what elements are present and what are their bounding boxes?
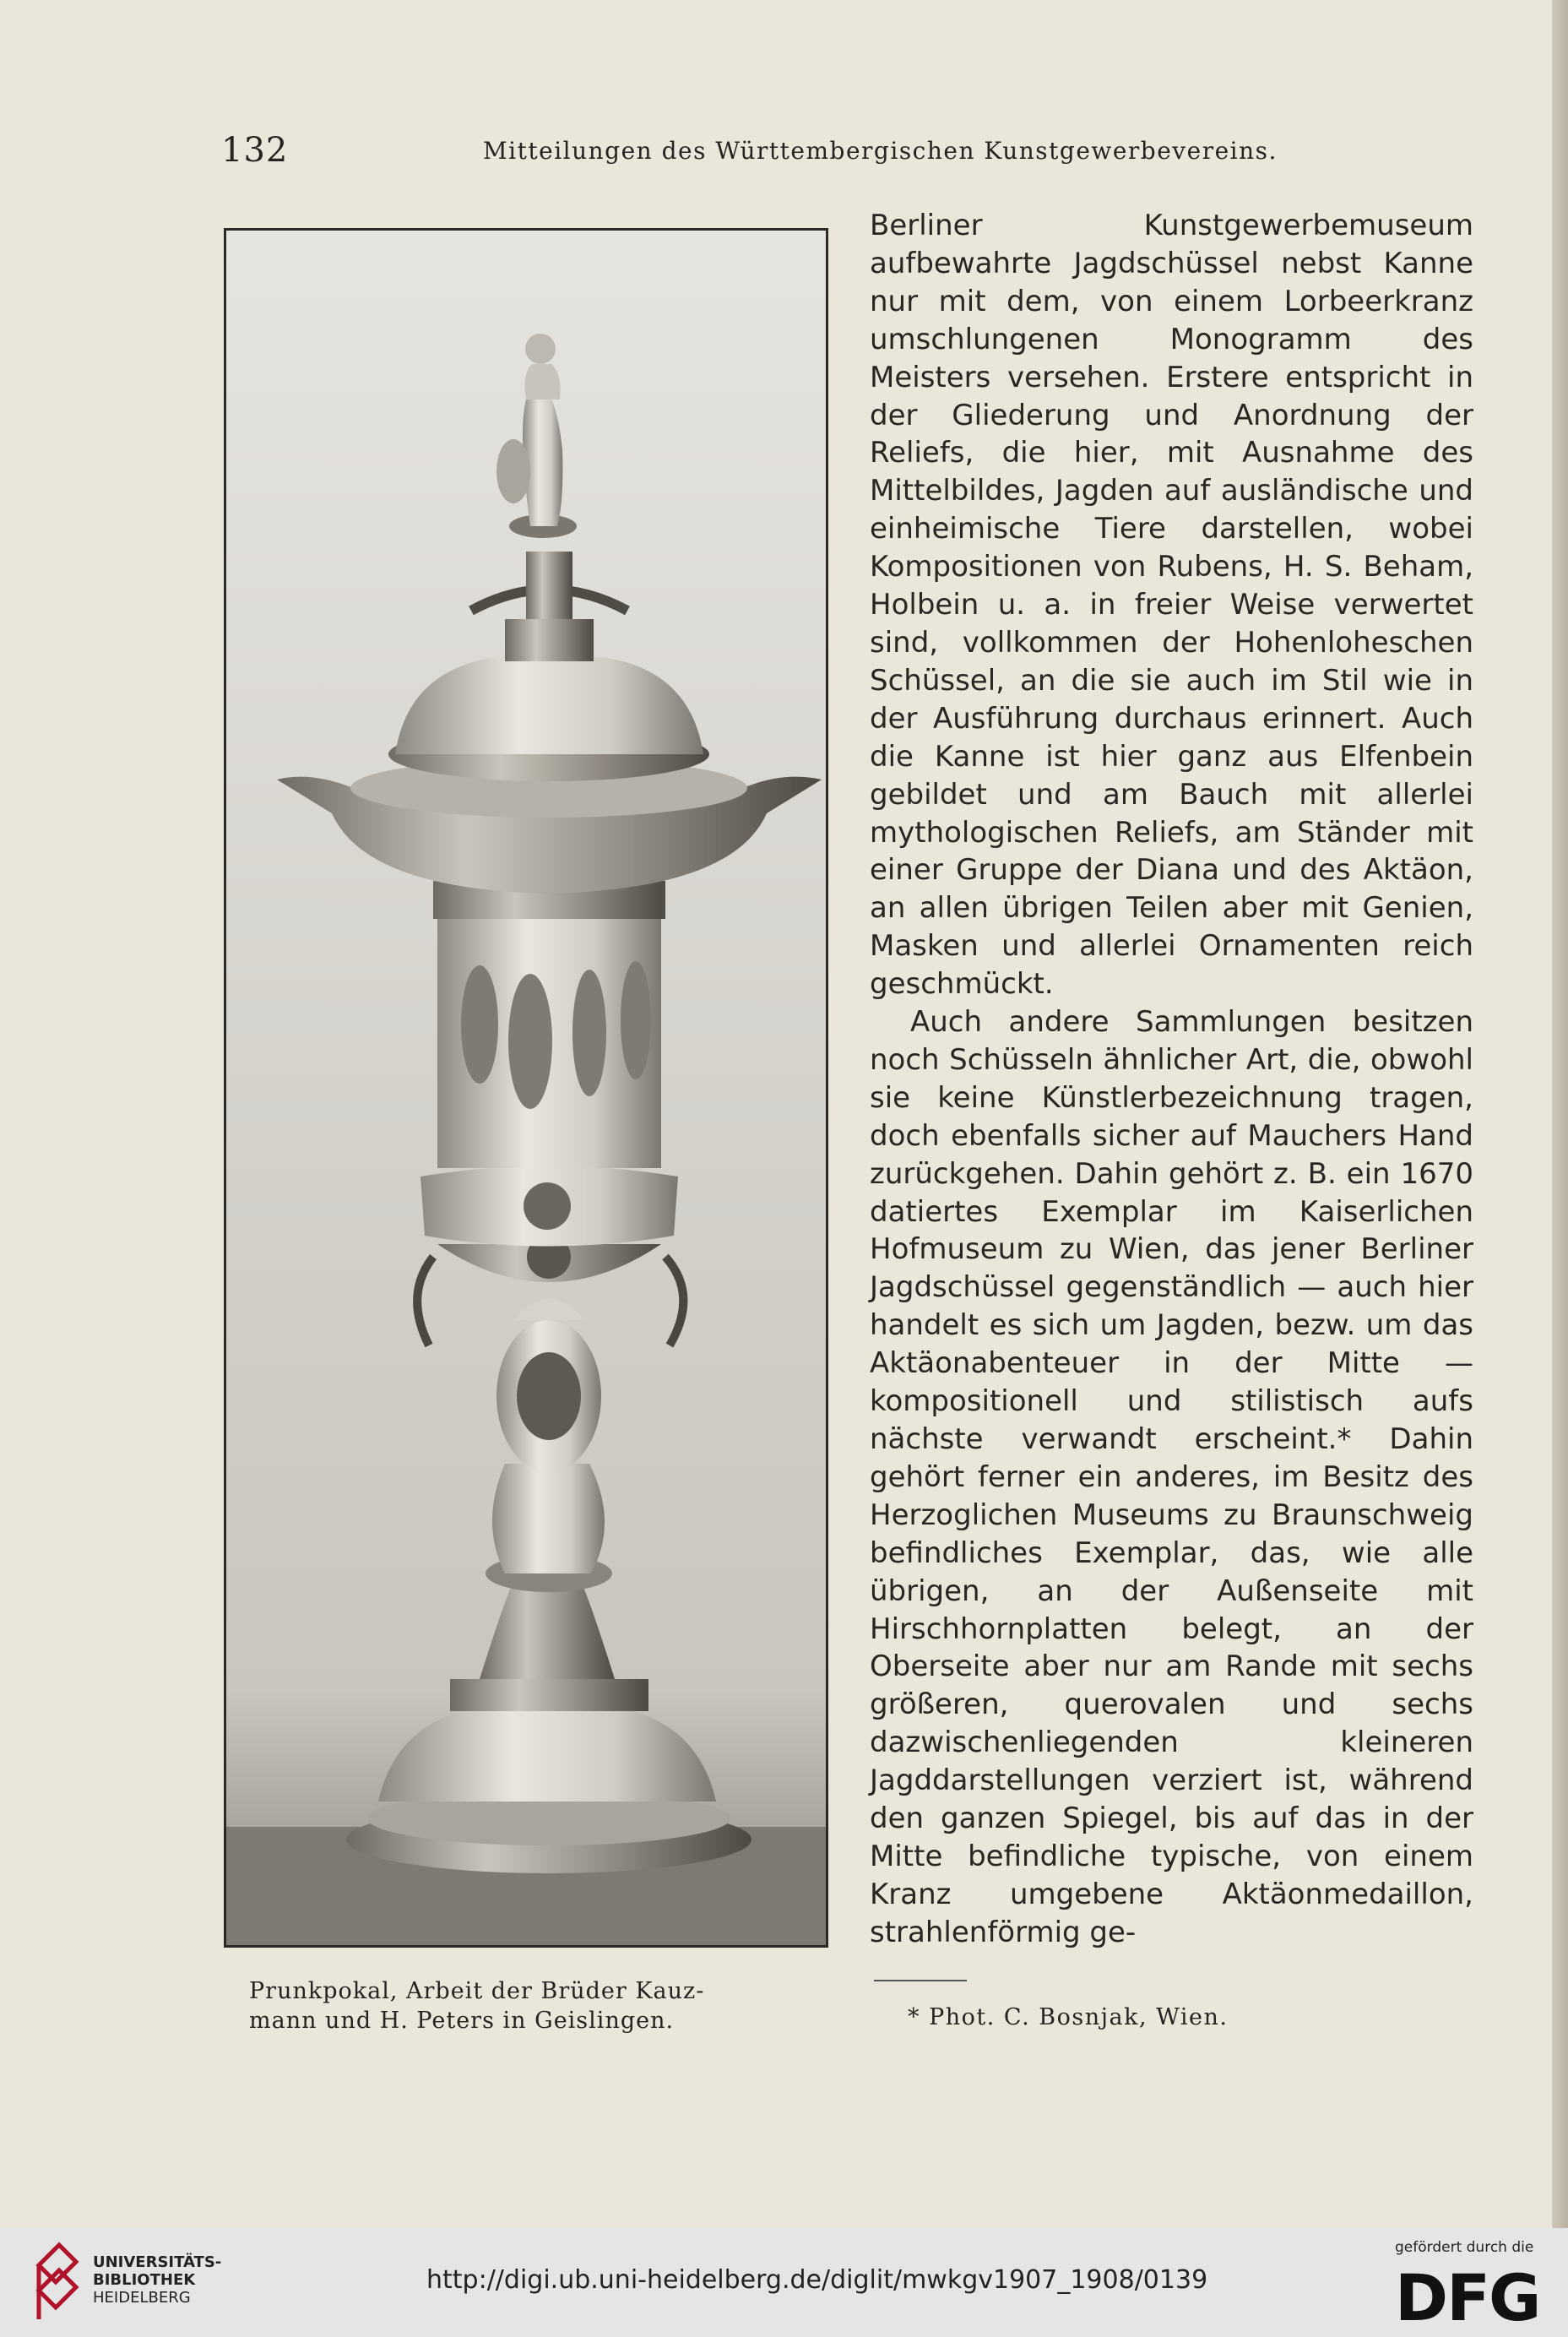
footnote-rule <box>874 1980 967 1981</box>
caption-line-2: mann und H. Peters in Geislingen. <box>249 2008 675 2034</box>
goblet-photograph <box>224 228 828 1948</box>
dfg-logo: DFG <box>1395 2260 1540 2335</box>
goblet-illustration <box>226 231 826 1945</box>
running-title: Mitteilungen des Württembergischen Kunstgewerbevereins. <box>483 137 1278 165</box>
library-line-1: UNIVERSITÄTS- <box>93 2253 222 2271</box>
university-library-name <box>93 2253 221 2307</box>
footnote: * Phot. C. Bosnjak, Wien. <box>908 2004 1229 2030</box>
permalink-url[interactable]: http://digi.ub.uni-heidelberg.de/diglit/mwkgv1907_1908/0139 <box>426 2265 1208 2295</box>
page-edge <box>1552 0 1568 2228</box>
library-line-3: HEIDELBERG <box>93 2289 191 2307</box>
page-number: 132 <box>221 131 289 170</box>
paragraph-2: Auch andere Sammlungen besitzen noch Schüsseln ähnlicher Art, die, obwohl sie keine Künstlerbezeichnung tragen, doch ebenfalls sicher auf Mauchers Hand zurückgehen. Dahin gehört z. B. ein 1670 datiertes Exemplar im Kaiserlichen Hofmuseum zu Wien, das jener Berliner Jagdschüssel gegenständlich — auch hier handelt es sich um Jagden, bezw. um das Aktäonabenteuer in der Mitte — kompositionell und stilistisch aufs nächste verwandt erscheint.* Dahin gehört ferner ein anderes, im Besitz des Herzoglichen Museums zu Braunschweig befindliches Exemplar, das, wie alle übrigen, an der Außenseite mit Hirschhornplatten belegt, an der Oberseite aber nur am Rande mit sechs größeren, querovalen und sechs dazwischenliegenden kleineren Jagddarstellungen verziert ist, während den ganzen Spiegel, bis auf das in der Mitte befindliche typische, von einem Kranz umgebene Aktäonmedaillon, strahlenförmig ge- <box>870 1005 1473 1949</box>
library-line-2: BIBLIOTHEK <box>93 2271 196 2289</box>
university-library-logo-icon <box>34 2240 81 2324</box>
caption-line-1: Prunkpokal, Arbeit der Brüder Kauz- <box>249 1978 705 2004</box>
paragraph-1: Berliner Kunstgewerbemuseum aufbewahrte Jagdschüssel nebst Kanne nur mit dem, von einem Lorbeerkranz umschlungenen Monogramm des Meisters versehen. Erstere entspricht in der Gliederung und Anordnung der Reliefs, die hier, mit Ausnahme des Mittelbildes, Jagden auf ausländische und einheimische Tiere darstellen, wobei Kompositionen von Rubens, H. S. Beham, Holbein u. a. in freier Weise verwertet sind, vollkommen der Hohenloheschen Schüssel, an die sie auch im Stil wie in der Ausführung durchaus erinnert. Auch die Kanne ist hier ganz aus Elfenbein gebildet und am Bauch mit allerlei mythologischen Reliefs, am Ständer mit einer Gruppe der Diana und des Aktäon, an allen übrigen Teilen aber mit Genien, Masken und allerlei Ornamenten reich geschmückt. <box>870 209 1473 1002</box>
funding-note: gefördert durch die <box>1395 2239 1534 2256</box>
figure-caption <box>249 1976 806 2035</box>
article-body <box>870 207 1473 1952</box>
